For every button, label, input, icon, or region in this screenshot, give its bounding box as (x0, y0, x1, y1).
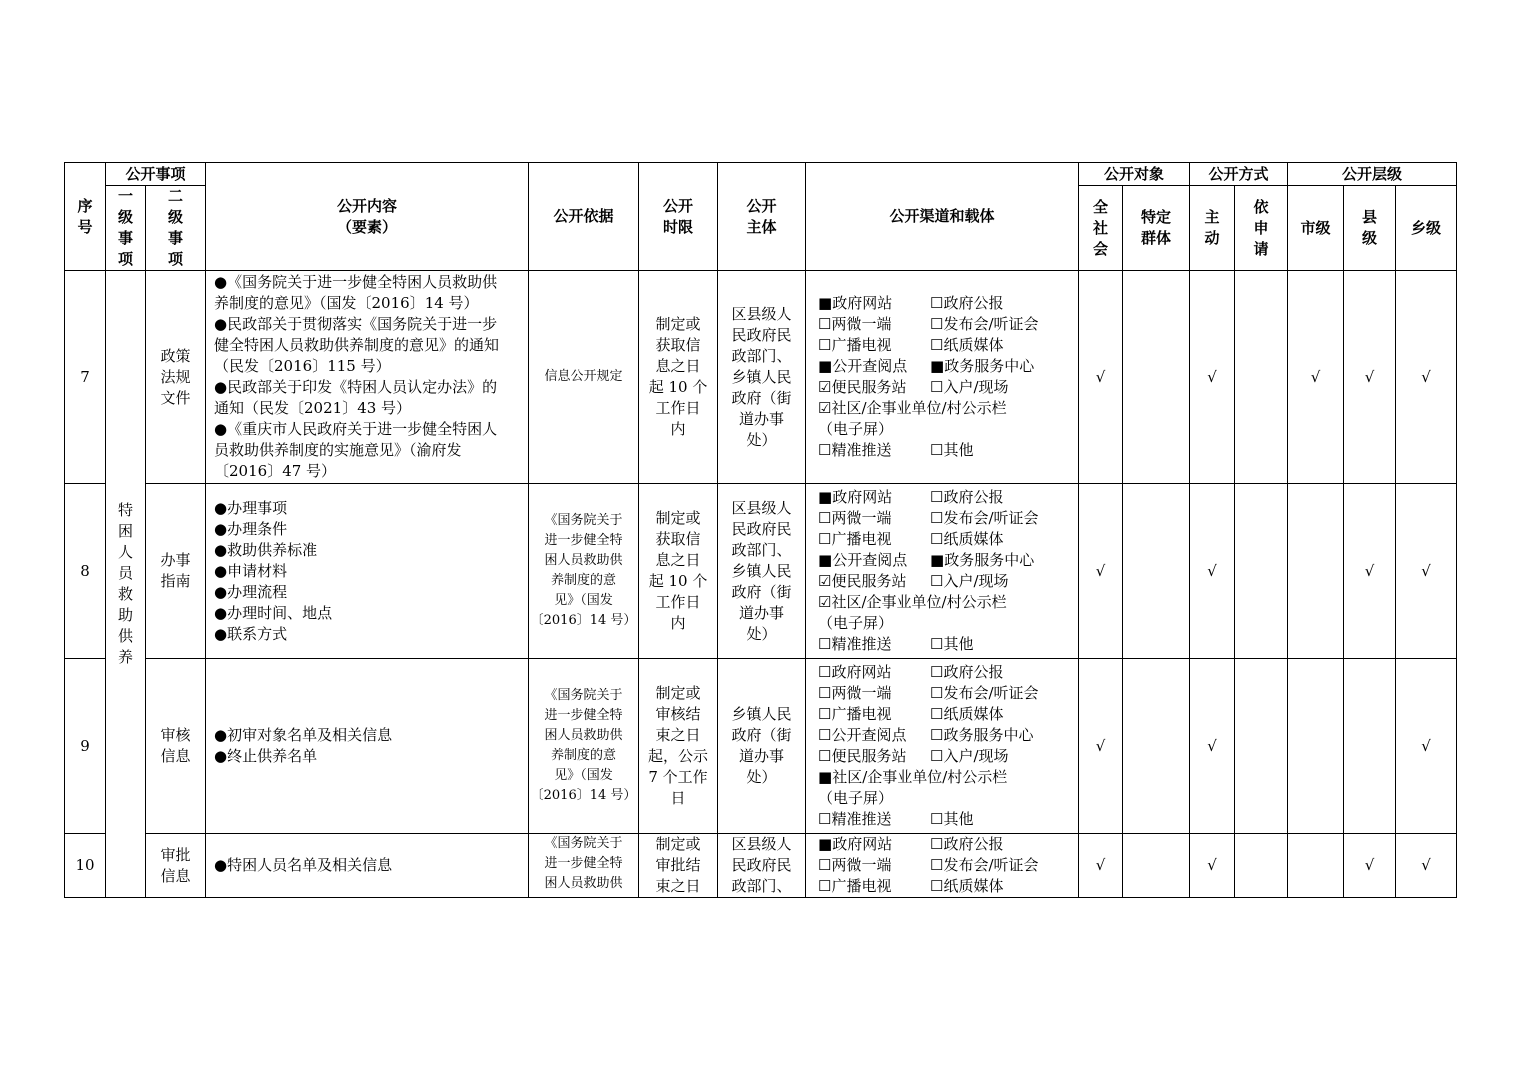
channel-option: （电子屏） (818, 420, 894, 438)
row-time-limit (639, 834, 718, 898)
channel-option: ☑社区/企事业单位/村公示栏 (818, 399, 1007, 417)
channel-option: ☐广播电视 (818, 530, 892, 548)
channel-option (930, 767, 1058, 788)
row-time-limit (639, 659, 718, 834)
text-line: 政府（街 (731, 388, 792, 407)
channel-option: ☐纸质媒体 (930, 705, 1004, 723)
table-row (65, 659, 1457, 834)
text-line: 见》（国发 (554, 593, 613, 608)
text-line: 起 10 个 (648, 378, 708, 396)
vertical-char: 级 (1362, 229, 1378, 247)
text-line: 进一步健全特 (544, 708, 623, 723)
row-city: √ (1288, 271, 1344, 484)
text-line: 法规 (160, 367, 191, 386)
row-level2 (146, 659, 206, 834)
text-line: 时限 (663, 217, 694, 236)
row-basis (529, 271, 639, 484)
channel-option: ☑社区/企事业单位/村公示栏 (818, 593, 1007, 611)
text-line: ●救助供养标准 (214, 540, 318, 559)
text-line: 息之日 (655, 357, 701, 375)
text-line: 政部门、 (731, 346, 792, 365)
channel-option: ☐纸质媒体 (930, 530, 1004, 548)
row-all-society: √ (1079, 834, 1123, 898)
channel-option: ☐政务服务中心 (930, 726, 1034, 744)
text-line: 《国务院关于 (544, 688, 623, 703)
row-time-limit (639, 271, 718, 484)
channel-option: ☐发布会/听证会 (930, 509, 1039, 527)
text-line: 进一步健全特 (544, 856, 623, 871)
text-line: 特定 (1141, 208, 1172, 226)
header-channel: 公开渠道和载体 (806, 163, 1079, 271)
header-subject (718, 163, 806, 271)
row-county (1344, 659, 1396, 834)
channel-option: ■社区/企事业单位/村公示栏 (818, 768, 1008, 786)
vertical-char: 会 (1093, 239, 1109, 258)
row-city (1288, 484, 1344, 659)
header-city: 市级 (1288, 186, 1344, 271)
disclosure-table (64, 162, 1457, 898)
text-line: 通知（民发〔2021〕43 号） (214, 399, 412, 417)
vertical-char: 依 (1253, 197, 1269, 216)
channel-option (930, 592, 1058, 613)
header-time-limit (639, 163, 718, 271)
text-line: 7 个工作 (648, 768, 708, 786)
row-subject (718, 271, 806, 484)
channel-option: ☑便民服务站 (818, 572, 907, 590)
header-basis: 公开依据 (529, 163, 639, 271)
text-line: 乡镇人民 (731, 367, 792, 386)
text-line: ●办理时间、地点 (214, 603, 333, 622)
row-content (206, 271, 529, 484)
channel-option (930, 613, 1058, 634)
channel-option: ☐发布会/听证会 (930, 315, 1039, 333)
vertical-char: 事 (117, 229, 133, 247)
vertical-char: 县 (1362, 208, 1378, 226)
header-object-group: 公开对象 (1079, 163, 1190, 186)
row-subject (718, 659, 806, 834)
text-line: ●特困人员名单及相关信息 (214, 856, 393, 874)
text-line: ●终止供养名单 (214, 747, 318, 765)
text-line: 获取信 (655, 530, 701, 548)
vertical-char: 二 (168, 187, 184, 205)
table-row (65, 484, 1457, 659)
text-line: 健全特困人员救助供养制度的意见》的通知 (214, 336, 500, 354)
header-level2 (146, 186, 206, 271)
channel-option: ☑便民服务站 (818, 378, 907, 396)
text-line: 审批 (160, 845, 191, 864)
text-line: 起 10 个 (648, 572, 708, 590)
text-line: 困人员救助供 (544, 553, 623, 568)
text-line: 指南 (160, 572, 191, 590)
text-line: ●办理事项 (214, 498, 288, 517)
header-active (1190, 186, 1235, 271)
vertical-char: 序 (77, 196, 93, 215)
text-line: 制定或 (655, 509, 701, 527)
channel-option (930, 398, 1058, 419)
text-line: 乡镇人民 (731, 705, 792, 723)
vertical-char: 级 (168, 208, 184, 226)
row-seq: 7 (65, 271, 106, 484)
row-basis (529, 834, 639, 898)
channel-option: ☐广播电视 (818, 877, 892, 895)
vertical-char: 全 (1093, 197, 1109, 216)
text-line: 〔2016〕14 号） (530, 613, 637, 628)
table-row (65, 834, 1457, 898)
row-specific-group (1123, 659, 1190, 834)
row-active: √ (1190, 271, 1235, 484)
vertical-char: 项 (168, 250, 184, 268)
channel-option: ☐广播电视 (818, 705, 892, 723)
channel-option: ☐两微一端 (818, 856, 892, 874)
channel-option: ☐入户/现场 (930, 747, 1009, 765)
row-township: √ (1396, 659, 1457, 834)
channel-option: ☐精准推送 (818, 441, 892, 459)
row-channels (806, 271, 1079, 484)
channel-option: ☐纸质媒体 (930, 877, 1004, 895)
text-line: 制定或 (655, 315, 701, 333)
text-line: 文件 (160, 388, 191, 407)
row-county: √ (1344, 834, 1396, 898)
channel-option: ☐两微一端 (818, 509, 892, 527)
text-line: 政府（街 (731, 582, 792, 601)
row-county: √ (1344, 271, 1396, 484)
text-line: 束之日 (655, 877, 701, 895)
table-row (65, 271, 1457, 484)
row-seq: 10 (65, 834, 106, 898)
row-active: √ (1190, 659, 1235, 834)
row-county: √ (1344, 484, 1396, 659)
text-line: ●民政部关于印发《特困人员认定办法》的 (214, 378, 498, 396)
header-on-request (1235, 186, 1288, 271)
text-line: 道办事 (739, 409, 785, 428)
header-method-group: 公开方式 (1190, 163, 1288, 186)
channel-option (930, 788, 1058, 809)
text-line: ●《国务院关于进一步健全特困人员救助供 (214, 273, 498, 291)
header-seq (65, 163, 106, 271)
text-line: （要素） (337, 217, 398, 236)
text-line: 处） (746, 624, 777, 643)
row-basis (529, 484, 639, 659)
text-line: 办事 (160, 551, 191, 569)
channel-option: ☐公开查阅点 (818, 726, 907, 744)
text-line: 《国务院关于 (544, 836, 623, 851)
header-content (206, 163, 529, 271)
text-line: 区县级人 (731, 835, 792, 853)
text-line: 困人员救助供 (544, 728, 623, 743)
row-channels (806, 834, 1079, 898)
row-content (206, 484, 529, 659)
channel-option: ■公开查阅点 (818, 357, 908, 375)
vertical-char: 社 (1093, 218, 1109, 237)
vertical-char: 申 (1253, 218, 1269, 237)
text-line: 公开 (663, 196, 694, 215)
text-line: 处） (746, 430, 777, 449)
vertical-char: 人 (117, 543, 133, 561)
text-line: 养制度的意见》（国发〔2016〕14 号） (214, 294, 479, 312)
text-line: 养制度的意 (551, 573, 617, 588)
channel-option: （电子屏） (818, 789, 894, 807)
vertical-char: 助 (117, 606, 133, 624)
text-line: 制定或 (655, 835, 701, 853)
row-city (1288, 659, 1344, 834)
text-line: 道办事 (739, 747, 785, 765)
vertical-char: 困 (117, 522, 133, 540)
channel-option: ■政府网站 (818, 294, 893, 312)
channel-option: ☐其他 (930, 635, 974, 653)
channel-option: ■政府网站 (818, 488, 893, 506)
channel-option: ☐政府公报 (930, 488, 1004, 506)
vertical-char: 请 (1253, 239, 1269, 258)
row-active: √ (1190, 484, 1235, 659)
channel-option: ☐政府网站 (818, 663, 892, 681)
text-line: 进一步健全特 (544, 533, 623, 548)
header-row-1 (65, 163, 1457, 186)
text-line: 〔2016〕47 号） (214, 462, 337, 480)
text-line: 政府（街 (731, 726, 792, 744)
text-line: ●联系方式 (214, 624, 288, 643)
channel-option: ☐广播电视 (818, 336, 892, 354)
vertical-char: 级 (117, 208, 133, 226)
row-subject (718, 834, 806, 898)
channel-option: ☐纸质媒体 (930, 336, 1004, 354)
text-line: 群体 (1141, 229, 1172, 247)
channel-option: ☐其他 (930, 441, 974, 459)
channel-option: ☐发布会/听证会 (930, 684, 1039, 702)
text-line: 民政府民 (731, 519, 792, 538)
row-on-request (1235, 271, 1288, 484)
text-line: 处） (746, 768, 777, 786)
row-content (206, 659, 529, 834)
channel-option: ☐政府公报 (930, 663, 1004, 681)
row-channels (806, 484, 1079, 659)
channel-option: ■政务服务中心 (930, 357, 1035, 375)
row-channels (806, 659, 1079, 834)
row-township: √ (1396, 834, 1457, 898)
text-line: 审核 (160, 726, 191, 744)
row-level2 (146, 484, 206, 659)
row-specific-group (1123, 271, 1190, 484)
text-line: 员救助供养制度的实施意见》（渝府发 (214, 441, 462, 459)
header-level-group: 公开层级 (1288, 163, 1457, 186)
text-line: （民发〔2016〕115 号） (214, 357, 391, 375)
channel-option: ☐两微一端 (818, 315, 892, 333)
row-on-request (1235, 484, 1288, 659)
text-line: 《国务院关于 (544, 513, 623, 528)
text-line: 束之日 (655, 726, 701, 744)
text-line: 公开内容 (337, 196, 398, 215)
text-line: 乡镇人民 (731, 561, 792, 580)
row-subject (718, 484, 806, 659)
channel-option: ☐精准推送 (818, 810, 892, 828)
row-seq: 9 (65, 659, 106, 834)
row-on-request (1235, 659, 1288, 834)
text-line: ●申请材料 (214, 561, 288, 580)
row-content (206, 834, 529, 898)
channel-option: ☐其他 (930, 810, 974, 828)
text-line: 审批结 (655, 856, 701, 874)
row-level2 (146, 834, 206, 898)
row-all-society: √ (1079, 271, 1123, 484)
text-line: 养制度的意 (551, 748, 617, 763)
text-line: 政策 (160, 346, 191, 365)
text-line: 信息公开规定 (544, 369, 623, 384)
channel-option: ■政府网站 (818, 835, 893, 853)
text-line: 内 (670, 614, 686, 632)
channel-option: ☐发布会/听证会 (930, 856, 1039, 874)
header-township: 乡级 (1396, 186, 1457, 271)
header-all-society (1079, 186, 1123, 271)
text-line: 主体 (746, 217, 777, 236)
text-line: 工作日 (655, 593, 701, 611)
header-items-group: 公开事项 (106, 163, 206, 186)
text-line: 制定或 (655, 684, 701, 702)
channel-option: ☐入户/现场 (930, 378, 1009, 396)
vertical-char: 救 (117, 585, 133, 603)
header-level1 (106, 186, 146, 271)
channel-option: ☐政府公报 (930, 294, 1004, 312)
text-line: 审核结 (655, 705, 701, 723)
channel-option: ☐政府公报 (930, 835, 1004, 853)
text-line: ●初审对象名单及相关信息 (214, 726, 393, 744)
text-line: ●办理流程 (214, 582, 288, 601)
text-line: 获取信 (655, 336, 701, 354)
channel-option: （电子屏） (818, 614, 894, 632)
row-seq: 8 (65, 484, 106, 659)
row-active: √ (1190, 834, 1235, 898)
vertical-char: 特 (117, 501, 133, 519)
text-line: 息之日 (655, 551, 701, 569)
row-all-society: √ (1079, 484, 1123, 659)
vertical-char: 号 (77, 217, 93, 236)
channel-option: ☐两微一端 (818, 684, 892, 702)
text-line: 民政府民 (731, 856, 792, 874)
row-time-limit (639, 484, 718, 659)
text-line: 公开 (746, 196, 777, 215)
text-line: 道办事 (739, 603, 785, 622)
vertical-char: 动 (1204, 229, 1220, 247)
level1-item (106, 271, 146, 898)
channel-option: ☐精准推送 (818, 635, 892, 653)
text-line: ●办理条件 (214, 519, 288, 538)
vertical-char: 一 (117, 187, 133, 205)
row-on-request (1235, 834, 1288, 898)
channel-option: ■政务服务中心 (930, 551, 1035, 569)
text-line: 信息 (160, 747, 191, 765)
text-line: 区县级人 (731, 304, 792, 323)
text-line: 工作日 (655, 399, 701, 417)
text-line: 日 (670, 789, 686, 807)
row-specific-group (1123, 484, 1190, 659)
vertical-char: 主 (1204, 208, 1220, 226)
text-line: 信息 (160, 866, 191, 885)
text-line: ●民政部关于贯彻落实《国务院关于进一步 (214, 315, 498, 333)
text-line: ●《重庆市人民政府关于进一步健全特困人 (214, 420, 498, 438)
text-line: 民政府民 (731, 325, 792, 344)
text-line: 见》（国发 (554, 768, 613, 783)
row-township: √ (1396, 271, 1457, 484)
vertical-char: 养 (117, 648, 133, 666)
row-level2 (146, 271, 206, 484)
row-basis (529, 659, 639, 834)
channel-option: ☐入户/现场 (930, 572, 1009, 590)
channel-option: ■公开查阅点 (818, 551, 908, 569)
channel-option: ☐便民服务站 (818, 747, 907, 765)
row-city (1288, 834, 1344, 898)
vertical-char: 项 (117, 250, 133, 268)
row-township: √ (1396, 484, 1457, 659)
row-specific-group (1123, 834, 1190, 898)
text-line: 内 (670, 420, 686, 438)
text-line: 政部门、 (731, 877, 792, 895)
text-line: 〔2016〕14 号） (530, 788, 637, 803)
text-line: 区县级人 (731, 498, 792, 517)
vertical-char: 员 (117, 564, 133, 582)
text-line: 困人员救助供 (544, 876, 623, 891)
vertical-char: 事 (168, 229, 184, 247)
channel-option (930, 419, 1058, 440)
text-line: 起，公示 (648, 747, 709, 765)
header-county (1344, 186, 1396, 271)
text-line: 政部门、 (731, 540, 792, 559)
header-specific-group (1123, 186, 1190, 271)
row-all-society: √ (1079, 659, 1123, 834)
vertical-char: 供 (117, 627, 133, 645)
